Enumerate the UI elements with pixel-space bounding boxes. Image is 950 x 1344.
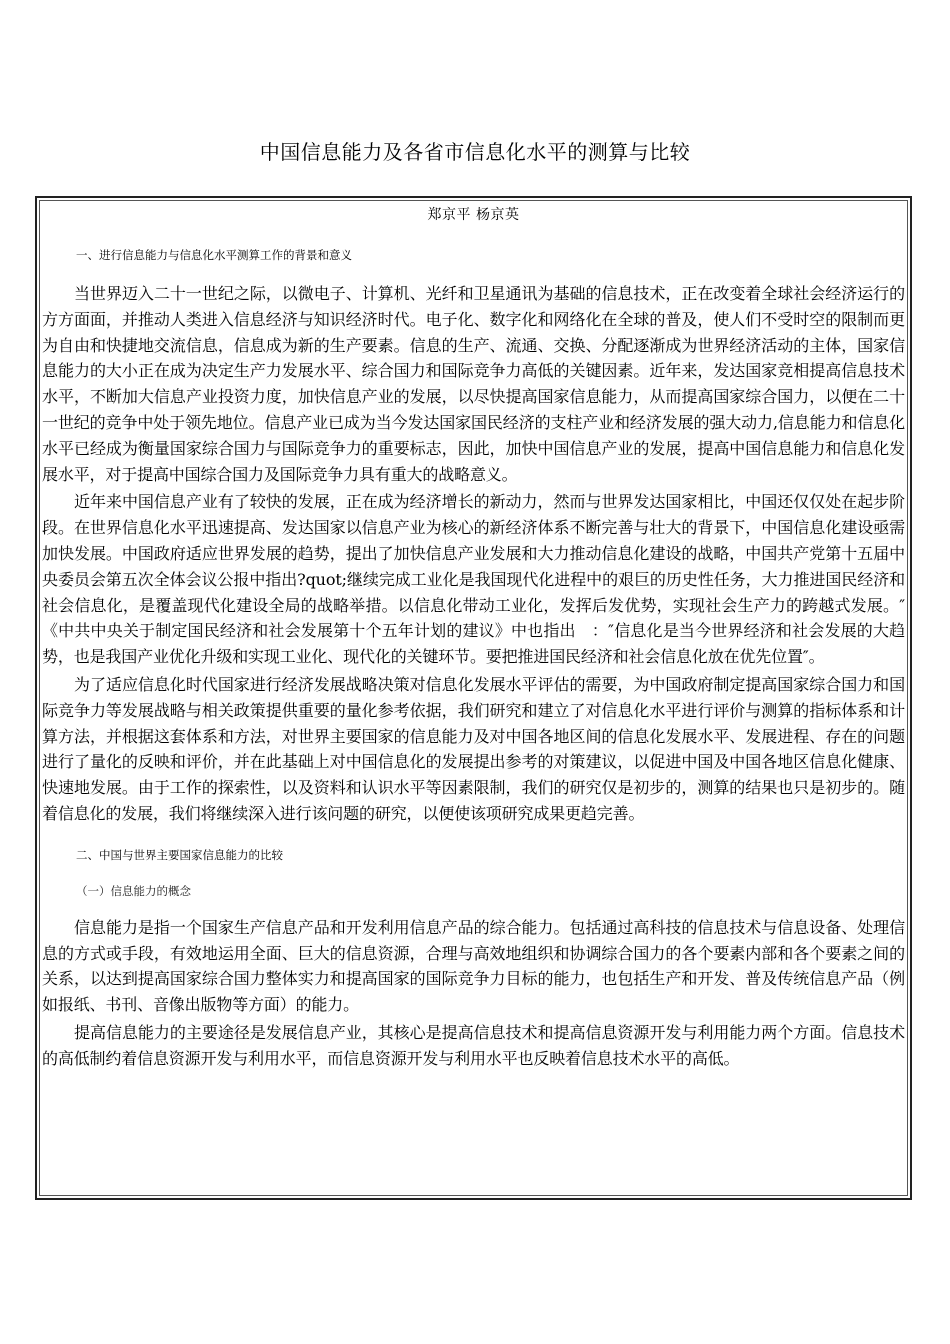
subsection-heading-concept: （一）信息能力的概念 bbox=[76, 883, 191, 898]
content-frame bbox=[35, 196, 921, 1200]
content-frame-inner bbox=[39, 200, 921, 1196]
document-title: 中国信息能力及各省市信息化水平的测算与比较 bbox=[259, 140, 691, 164]
section-heading-comparison: 二、中国与世界主要国家信息能力的比较 bbox=[76, 847, 283, 862]
paragraph-2: 近年来中国信息产业有了较快的发展，正在成为经济增长的新动力，然而与世界发达国家相比，中国还仅仅处在起步阶段。在世界信息化水平迅速提高、发达国家以信息产业为核心的新经济体系不断完善与壮大的背景下，中国信息化建设亟需加快发展。中国政府适应世界发展的趋势，提出了加快信息产业发展和大力推动信息化建设的战略，中国共产党第十五届中央委员会第五次全体会议公报中指出?quot;继续完成工业化是我国现代化进程中的艰巨的历史性任务，大力推进国民经济和社会信息化，是覆盖现代化建设全局的战略举措。以信息化带动工业化，发挥后发优势，实现社会生产力的跨越式发展。″ 《中共中央关于制定国民经济和社会发展第十个五年计划的建议》中也指出 ：″信息化是当今世界经济和社会发展的大趋势，也是我国产业优化升级和实现工业化、现代化的关键环节。要把推进国民经济和社会信息化放在优先位置″。 bbox=[42, 492, 921, 667]
paragraph-5: 提高信息能力的主要途径是发展信息产业，其核心是提高信息技术和提高信息资源开发与利用能力两个方面。信息技术的高低制约着信息资源开发与利用水平，而信息资源开发与利用水平也反映着信息技术水平的高低。 bbox=[42, 1022, 905, 1068]
section-heading-background: 一、进行信息能力与信息化水平测算工作的背景和意义 bbox=[76, 248, 352, 262]
paragraph-3: 为了适应信息化时代国家进行经济发展战略决策对信息化发展水平评估的需要，为中国政府制定提高国家综合国力和国际竞争力等发展战略与相关政策提供重要的量化参考依据，我们研究和建立了对信息化水平进行评价与测算的指标体系和计算方法，并根据这套体系和方法，对世界主要国家的信息能力及对中国各地区间的信息化发展水平、发展进程、存在的问题进行了量化的反映和评价，并在此基础上对中国信息化的发展提出参考的对策建议，以促进中国及中国各地区信息化健康、快速地发展。由于工作的探索性，以及资料和认识水平等因素限制，我们的研究仅是初步的，测算的结果也只是初步的。随着信息化的发展，我们将继续深入进行该问题的研究，以便使该项研究成果更趋完善。 bbox=[42, 674, 905, 823]
paragraph-4: 信息能力是指一个国家生产信息产品和开发利用信息产品的综合能力。包括通过高科技的信息技术与信息设备、处理信息的方式或手段，有效地运用全面、巨大的信息资源，合理与高效地组织和协调综合国力的各个要素内部和各个要素之间的关系，以达到提高国家综合国力整体实力和提高国家的国际竞争力目标的能力，也包括生产和开发、普及传统信息产品（例如报纸、书刊、音像出版物等方面）的能力。 bbox=[42, 917, 905, 1015]
paragraph-1: 当世界迈入二十一世纪之际，以微电子、计算机、光纤和卫星通讯为基础的信息技术，正在改变着全球社会经济运行的方方面面，并推动人类进入信息经济与知识经济时代。电子化、数字化和网络化在全球的普及，使人们不受时空的限制而更为自由和快捷地交流信息，信息成为新的生产要素。信息的生产、流通、交换、分配逐渐成为世界经济活动的主体，国家信息能力的大小正在成为决定生产力发展水平、综合国力和国际竞争力高低的关键因素。近年来，发达国家竞相提高信息技术水平，不断加大信息产业投资力度，加快信息产业的发展，以尽快提高国家信息能力，从而提高国家综合国力，以便在二十一世纪的竞争中处于领先地位。信息产业已成为当今发达国家国民经济的支柱产业和经济发展的强大动力,信息能力和信息化水平已经成为衡量国家综合国力与国际竞争力的重要标志，因此，加快中国信息产业的发展，提高中国信息能力和信息化发展水平，对于提高中国综合国力及国际竞争力具有重大的战略意义。 bbox=[42, 284, 905, 484]
authors-line: 郑京平 杨京英 bbox=[427, 207, 520, 223]
